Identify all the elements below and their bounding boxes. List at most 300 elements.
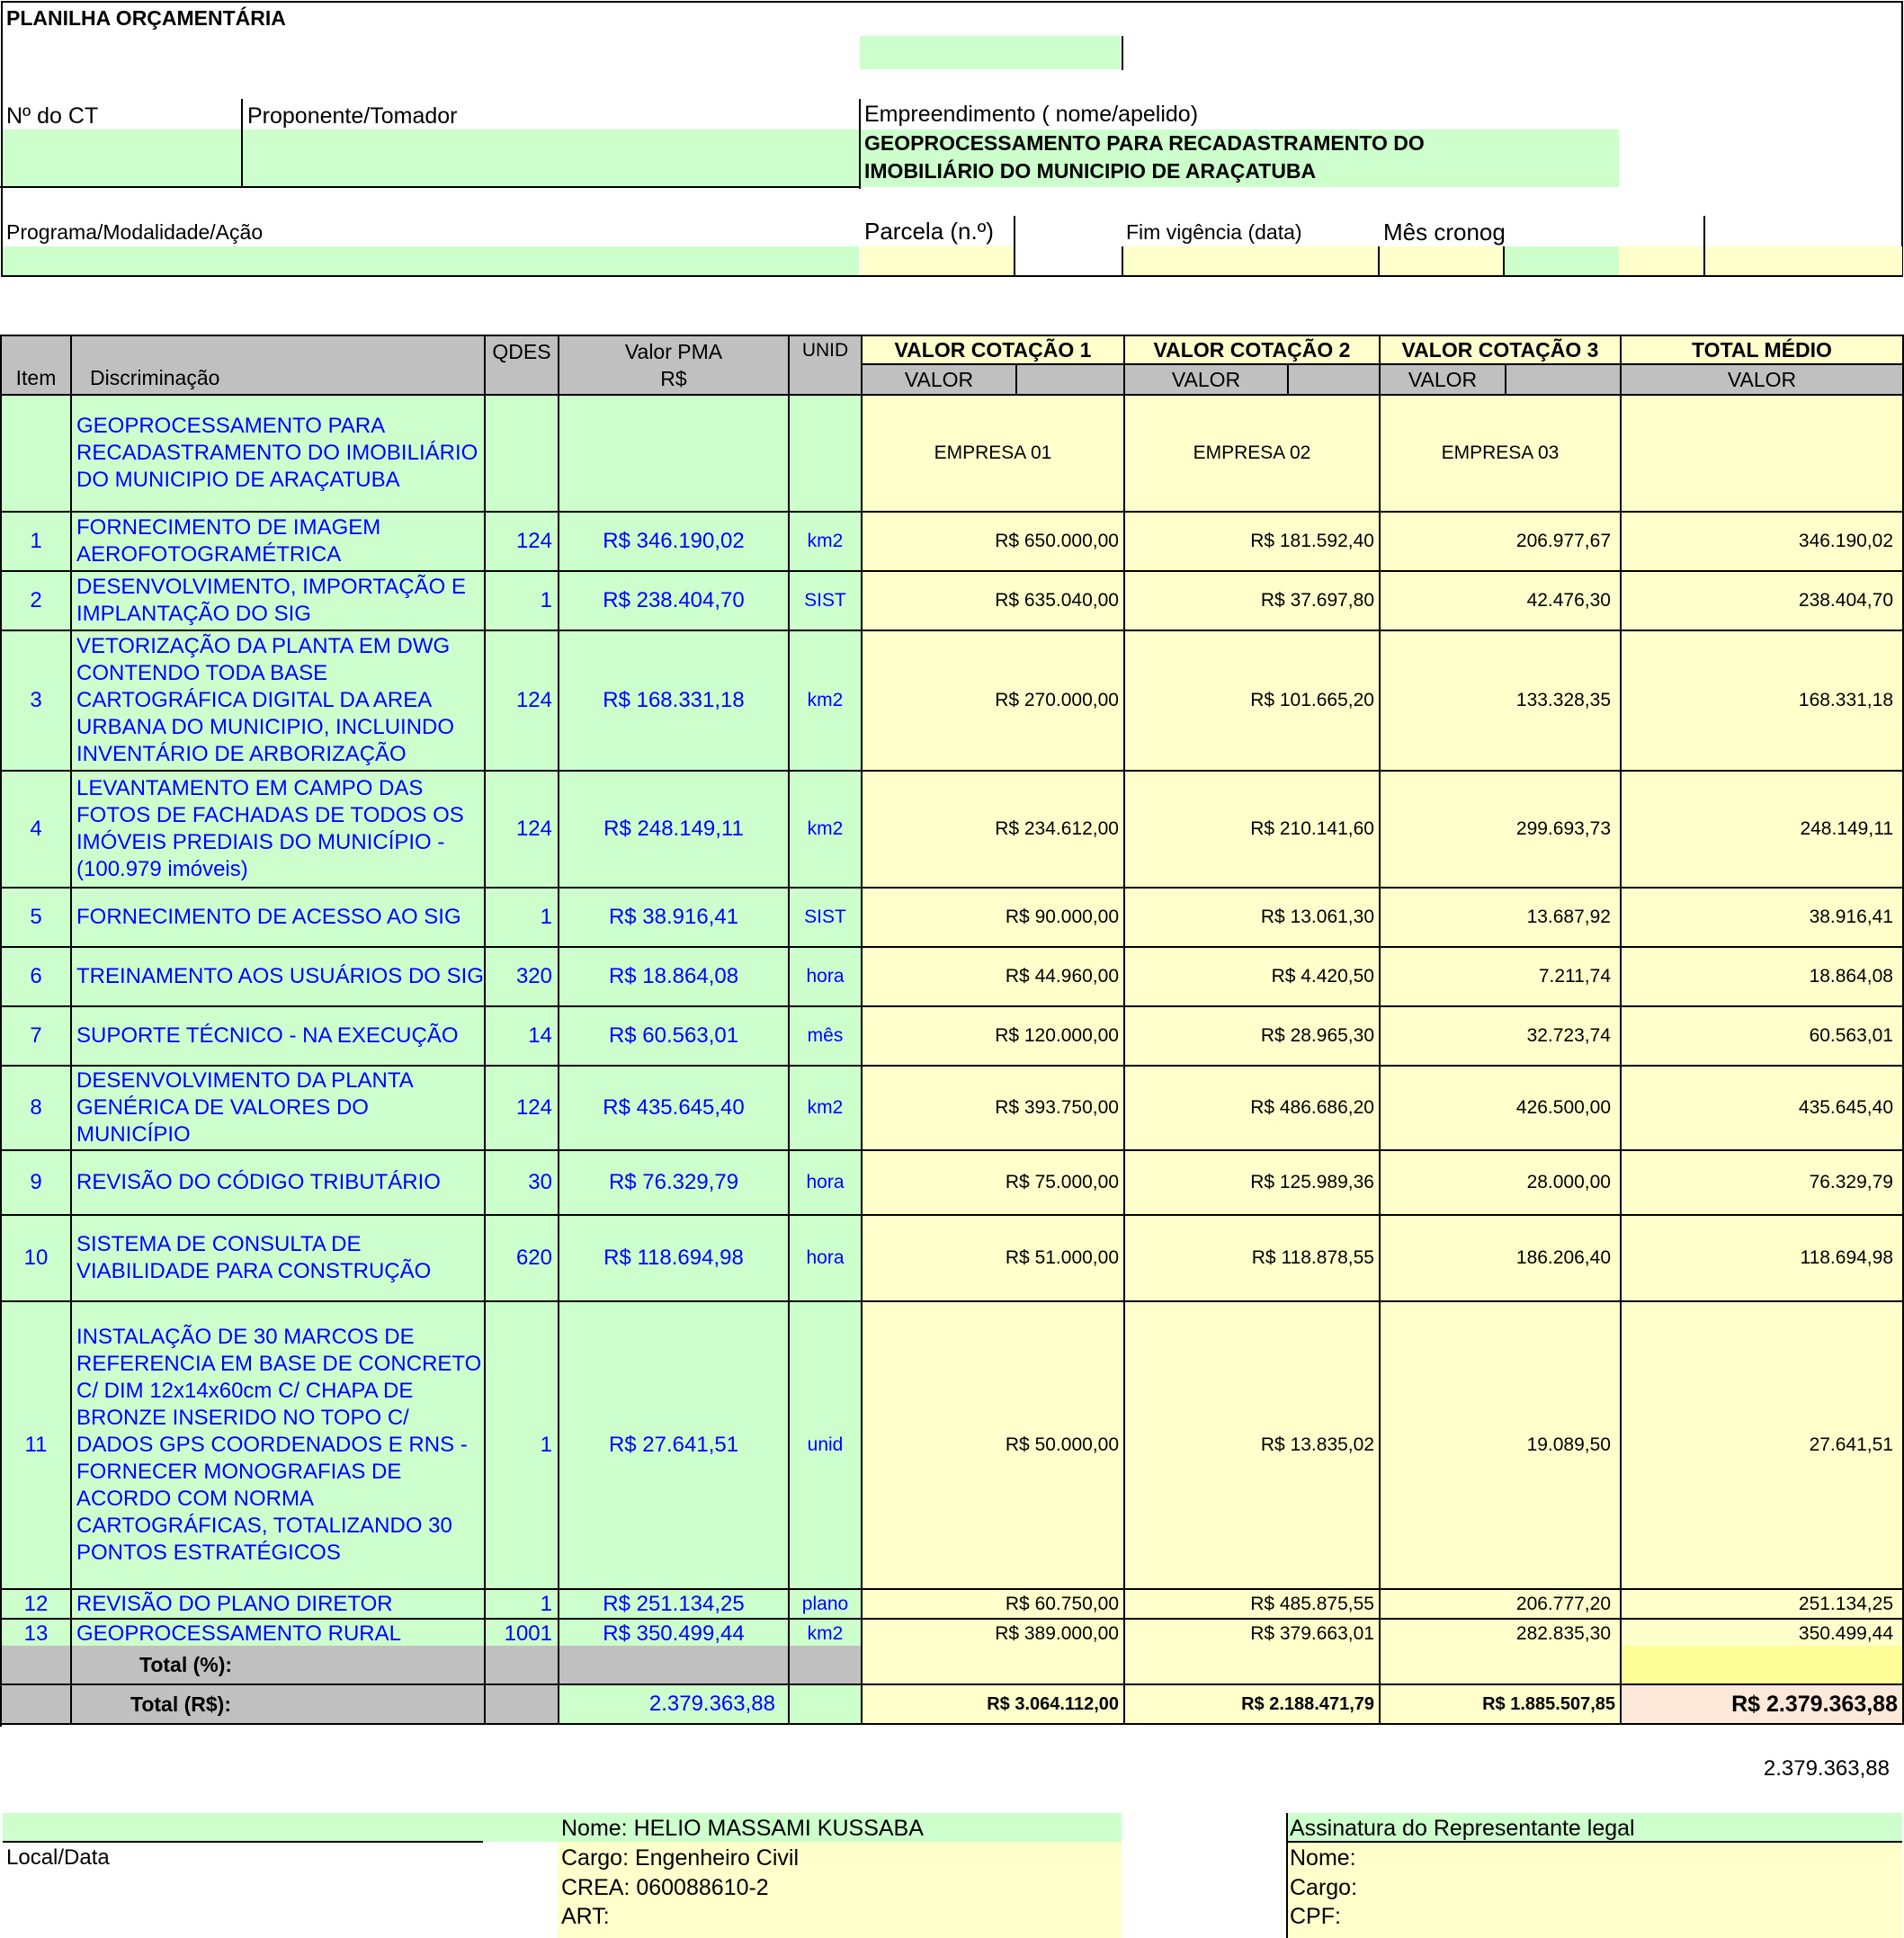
row-value: 124 [515,1095,552,1120]
row-value: R$ 125.989,36 [1250,1172,1374,1192]
total-medio: R$ 2.379.363,88 [1622,1685,1904,1725]
row-value: 6 [30,964,42,988]
row-1-item [2,513,72,572]
row-6-c3 [1381,948,1622,1007]
row-11-qdes [486,1302,559,1590]
row-value: 1 [540,1591,552,1616]
row-value: 60.563,01 [1809,1025,1893,1046]
row-11-c2 [1125,1302,1381,1590]
col-cot2-header: VALOR COTAÇÃO 2 [1125,336,1381,365]
row-9-c3 [1381,1151,1622,1216]
total-rs-c2: R$ 2.188.471,79 [1125,1685,1381,1725]
row-11-item [2,1302,72,1590]
row-value: mês [807,1025,844,1046]
row-10-qdes [486,1216,559,1302]
mes-cronog-field-2[interactable] [1505,246,1619,275]
total-rs-qdes [486,1685,559,1725]
row-value: R$ 118.694,98 [603,1246,744,1270]
row-2-item [2,572,72,631]
row-1-unid [790,513,863,572]
row-value: hora [806,1172,845,1192]
row-4-qdes [486,772,559,889]
empresa-03: EMPRESA 03 [1381,396,1622,513]
row-value: 32.723,74 [1526,1025,1611,1046]
row-value: unid [807,1434,844,1455]
row-description: INSTALAÇÃO DE 30 MARCOS DE REFERENCIA EM BASE DE CONCRETO C/ DIM 12x14x60cm C/ CHAPA DE BRONZE INSERIDO NO TOPO C/ DADOS GPS COORDENADOS E RNS - FORNECER MONOGRAFIAS DE ACORDO COM NORMA CARTOGRÁFICAS, TOTALIZANDO 30 PONTOS ESTRATÉGICOS [76,1325,482,1565]
row-1-qdes [486,513,559,572]
row-value: R$ 120.000,00 [995,1025,1119,1046]
row-4-item [2,772,72,889]
row-8-desc [72,1067,486,1151]
row-1-pma [559,513,790,572]
row-12-qdes [486,1590,559,1620]
row-value: 251.134,25 [1798,1593,1893,1614]
row-value: R$ 13.835,02 [1260,1434,1374,1455]
row-2-pma [559,572,790,631]
row-10-pma [559,1216,790,1302]
row-description: SISTEMA DE CONSULTA DE VIABILIDADE PARA CONSTRUÇÃO [76,1232,432,1283]
row-value: km2 [807,1097,844,1118]
row-description: GEOPROCESSAMENTO RURAL [76,1621,401,1646]
intro-total [1622,396,1904,513]
row-value: 10 [23,1246,49,1270]
total-pct-unid [790,1646,863,1685]
row-value: 1001 [504,1621,552,1646]
intro-item [2,396,72,513]
row-value: 14 [528,1023,552,1048]
row-3-c3 [1381,631,1622,772]
row-2-c3 [1381,572,1622,631]
row-11-c1 [863,1302,1125,1590]
row-7-unid [790,1007,863,1067]
total-rs-label: Total (R$): [72,1685,486,1725]
proponente-field[interactable] [243,129,859,186]
row-value: 11 [24,1433,48,1457]
row-value: R$ 486.686,20 [1250,1097,1374,1118]
total-pct-label: Total (%): [72,1646,486,1685]
programa-label: Programa/Modalidade/Ação [6,220,264,244]
header-block [0,0,1904,279]
row-9-item [2,1151,72,1216]
total-pct-pma [559,1646,790,1685]
mes-cronog-label: Mês cronog [1383,219,1506,246]
row-5-c1 [863,889,1125,948]
row-description: DESENVOLVIMENTO DA PLANTA GENÉRICA DE VALORES DO MUNICÍPIO [76,1068,413,1147]
row-12-unid [790,1590,863,1620]
row-value: 124 [515,688,552,712]
row-4-pma [559,772,790,889]
row-12-item [2,1590,72,1620]
row-4-c1 [863,772,1125,889]
intro-qdes [486,396,559,513]
row-3-item [2,631,72,772]
row-value: R$ 37.697,80 [1260,590,1374,611]
row-value: 350.499,44 [1798,1622,1893,1644]
row-value: 3 [30,688,42,712]
row-7-c3 [1381,1007,1622,1067]
row-value: 124 [515,529,552,553]
row-9-c1 [863,1151,1125,1216]
row-value: R$ 389.000,00 [995,1622,1119,1644]
row-7-qdes [486,1007,559,1067]
row-5-item [2,889,72,948]
row-3-c2 [1125,631,1381,772]
row-value: 133.328,35 [1515,690,1611,710]
row-6-qdes [486,948,559,1007]
rep-nome-label: Nome: [1290,1845,1356,1871]
row-value: 18.864,08 [1809,966,1893,987]
total-valor-sub: VALOR [1622,365,1904,396]
row-2-total [1622,572,1904,631]
total-rs-item [2,1685,72,1725]
engineer-art: ART: [561,1904,610,1929]
row-value: 248.149,11 [1800,818,1893,839]
col-valor-pma-header: Valor PMA R$ [559,336,790,396]
row-value: 4 [30,817,42,841]
row-value: 8 [30,1095,42,1120]
row-11-desc [72,1302,486,1590]
row-4-c2 [1125,772,1381,889]
row-value: R$ 60.750,00 [1005,1593,1119,1614]
row-value: R$ 248.149,11 [603,817,744,841]
row-value: SIST [804,906,846,927]
row-value: R$ 44.960,00 [1005,966,1119,987]
row-value: 2 [30,588,42,612]
proponente-label: Proponente/Tomador [247,103,458,129]
row-value: R$ 238.404,70 [603,588,745,612]
row-value: 76.329,79 [1809,1172,1893,1192]
row-value: R$ 346.190,02 [603,529,745,553]
intro-pma [559,396,790,513]
fim-vigencia-label: Fim vigência (data) [1126,220,1302,244]
row-6-desc [72,948,486,1007]
row-value: R$ 50.000,00 [1005,1434,1119,1455]
row-value: km2 [807,690,844,710]
row-10-unid [790,1216,863,1302]
row-8-total [1622,1067,1904,1151]
row-value: 124 [515,817,552,841]
row-value: R$ 28.965,30 [1260,1025,1374,1046]
row-value: 206.777,20 [1515,1593,1611,1614]
row-value: 5 [30,905,42,929]
row-12-total [1622,1590,1904,1620]
row-7-pma [559,1007,790,1067]
top-green-field[interactable] [860,36,1121,69]
row-3-total [1622,631,1904,772]
row-value: 38.916,41 [1809,906,1893,927]
row-value: R$ 350.499,44 [603,1621,745,1646]
empreendimento-label: Empreendimento ( nome/apelido) [864,102,1199,127]
row-4-total [1622,772,1904,889]
col-item-header: Item [2,336,72,396]
assinatura-label: Assinatura do Representante legal [1290,1816,1635,1841]
row-value: 27.641,51 [1809,1434,1893,1455]
row-12-c3 [1381,1590,1622,1620]
intro-unid [790,396,863,513]
row-value: km2 [807,531,844,551]
fim-vigencia-field[interactable] [1123,246,1378,275]
cot2-valor-sub: VALOR [1125,365,1289,396]
row-value: R$ 635.040,00 [995,590,1119,611]
row-6-pma [559,948,790,1007]
row-5-unid [790,889,863,948]
col-total-header: TOTAL MÉDIO [1622,336,1904,365]
row-value: hora [806,966,845,987]
row-value: R$ 181.592,40 [1250,531,1374,551]
row-value: 168.331,18 [1798,690,1893,710]
row-8-pma [559,1067,790,1151]
row-value: R$ 650.000,00 [995,531,1119,551]
row-value: R$ 270.000,00 [995,690,1119,710]
col-unid-header: UNID [790,336,863,396]
extra-field-1[interactable] [1619,246,1703,275]
row-value: R$ 51.000,00 [1005,1247,1119,1268]
row-1-desc [72,513,486,572]
row-2-unid [790,572,863,631]
row-2-c1 [863,572,1125,631]
row-value: 238.404,70 [1798,590,1893,611]
cot1-valor-sub: VALOR [863,365,1017,396]
row-2-c2 [1125,572,1381,631]
parcela-label: Parcela (n.º) [864,218,994,245]
row-9-qdes [486,1151,559,1216]
row-value: 118.694,98 [1800,1247,1893,1268]
row-value: 42.476,30 [1526,590,1611,611]
local-data-label: Local/Data [6,1845,110,1870]
row-value: 620 [515,1246,552,1270]
row-value: 435.645,40 [1798,1097,1893,1118]
row-10-total [1622,1216,1904,1302]
cot2-valor-sub-2 [1289,365,1381,396]
row-value: R$ 60.563,01 [608,1023,739,1048]
cot1-valor-sub-2 [1017,365,1125,396]
budget-table [0,335,1904,1727]
row-value: 13 [23,1621,49,1646]
row-11-total [1622,1302,1904,1590]
row-6-total [1622,948,1904,1007]
engineer-nome: Nome: HELIO MASSAMI KUSSABA [561,1816,924,1841]
row-value: 426.500,00 [1515,1097,1611,1118]
col-cot1-header: VALOR COTAÇÃO 1 [863,336,1125,365]
row-4-desc [72,772,486,889]
row-5-total [1622,889,1904,948]
rep-cargo-label: Cargo: [1290,1875,1358,1900]
row-8-c2 [1125,1067,1381,1151]
page-title: PLANILHA ORÇAMENTÁRIA [6,6,286,30]
row-10-c1 [863,1216,1125,1302]
row-value: R$ 18.864,08 [608,964,739,988]
row-2-desc [72,572,486,631]
row-value: 1 [540,588,552,612]
row-8-item [2,1067,72,1151]
row-6-item [2,948,72,1007]
row-value: 28.000,00 [1526,1172,1611,1192]
row-7-desc [72,1007,486,1067]
row-11-pma [559,1302,790,1590]
total-rs-pma: 2.379.363,88 [559,1685,790,1725]
total-rs-unid [790,1685,863,1725]
total-pct-item [2,1646,72,1685]
row-value: R$ 4.420,50 [1271,966,1374,987]
row-description: DESENVOLVIMENTO, IMPORTAÇÃO E IMPLANTAÇÃO DO SIG [76,575,466,626]
row-value: 282.835,30 [1515,1622,1611,1644]
row-value: 1 [540,1433,552,1457]
row-6-c1 [863,948,1125,1007]
row-value: 19.089,50 [1526,1434,1611,1455]
row-value: plano [801,1593,849,1614]
total-pct-c3 [1381,1646,1622,1685]
row-6-unid [790,948,863,1007]
empresa-02: EMPRESA 02 [1125,396,1381,513]
row-11-unid [790,1302,863,1590]
empreendimento-value-2: IMOBILIÁRIO DO MUNICIPIO DE ARAÇATUBA [864,159,1317,183]
programa-field[interactable] [3,246,859,275]
row-description: LEVANTAMENTO EM CAMPO DAS FOTOS DE FACHADAS DE TODOS OS IMÓVEIS PREDIAIS DO MUNICÍPIO - (100.979 imóveis) [76,776,464,881]
intro-desc: GEOPROCESSAMENTO PARA RECADASTRAMENTO DO IMOBILIÁRIO DO MUNICIPIO DE ARAÇATUBA [72,396,486,513]
nct-label: Nº do CT [6,103,99,129]
row-10-c2 [1125,1216,1381,1302]
total-pct-c1 [863,1646,1125,1685]
row-1-total [1622,513,1904,572]
grand-total-copy: 2.379.363,88 [1763,1756,1890,1781]
row-value: 7.211,74 [1538,966,1611,987]
row-10-item [2,1216,72,1302]
row-4-unid [790,772,863,889]
row-2-qdes [486,572,559,631]
extra-field-2[interactable] [1705,246,1902,275]
row-9-unid [790,1151,863,1216]
row-9-total [1622,1151,1904,1216]
row-value: R$ 101.665,20 [1250,690,1374,710]
row-description: REVISÃO DO CÓDIGO TRIBUTÁRIO [76,1170,441,1194]
row-1-c1 [863,513,1125,572]
row-5-desc [72,889,486,948]
row-description: SUPORTE TÉCNICO - NA EXECUÇÃO [76,1023,459,1048]
rep-cpf-label: CPF: [1290,1904,1341,1929]
representante-box[interactable] [1286,1842,1902,1938]
row-3-qdes [486,631,559,772]
local-data-field-2 [483,1813,558,1842]
row-8-unid [790,1067,863,1151]
row-5-pma [559,889,790,948]
row-value: R$ 435.645,40 [603,1095,745,1120]
row-8-qdes [486,1067,559,1151]
row-7-c1 [863,1007,1125,1067]
row-3-desc [72,631,486,772]
row-value: R$ 38.916,41 [608,905,739,929]
row-4-c3 [1381,772,1622,889]
engineer-cargo: Cargo: Engenheiro Civil [561,1845,800,1871]
row-value: hora [806,1247,845,1268]
row-value: 186.206,40 [1515,1247,1611,1268]
row-1-c2 [1125,513,1381,572]
row-value: 13.687,92 [1526,906,1611,927]
row-value: 9 [30,1170,42,1194]
row-5-c3 [1381,889,1622,948]
row-value: R$ 168.331,18 [603,688,745,712]
row-8-c1 [863,1067,1125,1151]
row-9-pma [559,1151,790,1216]
cot3-valor-sub: VALOR [1381,365,1506,396]
row-value: 30 [528,1170,552,1194]
empresa-01: EMPRESA 01 [863,396,1125,513]
row-3-unid [790,631,863,772]
row-10-c3 [1381,1216,1622,1302]
parcela-field[interactable] [861,246,1014,275]
row-value: R$ 393.750,00 [995,1097,1119,1118]
row-value: 346.190,02 [1798,531,1893,551]
total-rs-c3: R$ 1.885.507,85 [1381,1685,1622,1725]
row-10-desc [72,1216,486,1302]
row-9-c2 [1125,1151,1381,1216]
total-pct-qdes [486,1646,559,1685]
col-qdes-header: QDES [486,336,559,396]
row-value: R$ 251.134,25 [603,1591,745,1616]
row-6-c2 [1125,948,1381,1007]
row-value: SIST [804,590,846,611]
row-description: REVISÃO DO PLANO DIRETOR [76,1591,393,1616]
row-value: 206.977,67 [1515,531,1611,551]
row-1-c3 [1381,513,1622,572]
row-description: VETORIZAÇÃO DA PLANTA EM DWG CONTENDO TODA BASE CARTOGRÁFICA DIGITAL DA AREA URBANA DO MUNICIPIO, INCLUINDO INVENTÁRIO DE ARBORIZAÇÃO [76,634,455,766]
row-description: FORNECIMENTO DE ACESSO AO SIG [76,905,461,929]
row-description: TREINAMENTO AOS USUÁRIOS DO SIG [76,964,484,988]
row-value: km2 [807,1622,844,1644]
col-cot3-header: VALOR COTAÇÃO 3 [1381,336,1622,365]
row-7-item [2,1007,72,1067]
row-value: 12 [23,1591,49,1616]
row-12-desc [72,1590,486,1620]
engineer-crea: CREA: 060088610-2 [561,1875,769,1900]
empreendimento-value-1: GEOPROCESSAMENTO PARA RECADASTRAMENTO DO [864,131,1425,155]
row-value: 320 [515,964,552,988]
row-12-pma [559,1590,790,1620]
row-value: R$ 379.663,01 [1250,1622,1374,1644]
cot3-valor-sub-2 [1506,365,1622,396]
row-9-desc [72,1151,486,1216]
row-value: R$ 13.061,30 [1260,906,1374,927]
total-rs-c1: R$ 3.064.112,00 [863,1685,1125,1725]
mes-cronog-field[interactable] [1380,246,1503,275]
row-5-c2 [1125,889,1381,948]
row-value: R$ 27.641,51 [608,1433,739,1457]
row-value: 1 [30,529,42,553]
row-value: km2 [807,818,844,839]
row-7-total [1622,1007,1904,1067]
total-pct-total [1622,1646,1904,1685]
row-3-c1 [863,631,1125,772]
row-value: 299.693,73 [1515,818,1611,839]
row-3-pma [559,631,790,772]
nct-field[interactable] [3,129,241,186]
row-value: R$ 75.000,00 [1005,1172,1119,1192]
row-value: 7 [30,1023,42,1048]
row-12-c2 [1125,1590,1381,1620]
row-value: R$ 90.000,00 [1005,906,1119,927]
row-value: R$ 76.329,79 [608,1170,739,1194]
row-value: R$ 485.875,55 [1250,1593,1374,1614]
row-5-qdes [486,889,559,948]
row-7-c2 [1125,1007,1381,1067]
row-12-c1 [863,1590,1125,1620]
total-pct-c2 [1125,1646,1381,1685]
row-8-c3 [1381,1067,1622,1151]
col-discriminacao-header: Discriminação [72,336,486,396]
row-value: 1 [540,905,552,929]
local-data-field[interactable] [3,1813,483,1842]
row-description: FORNECIMENTO DE IMAGEM AEROFOTOGRAMÉTRICA [76,515,381,567]
row-value: R$ 234.612,00 [995,818,1119,839]
